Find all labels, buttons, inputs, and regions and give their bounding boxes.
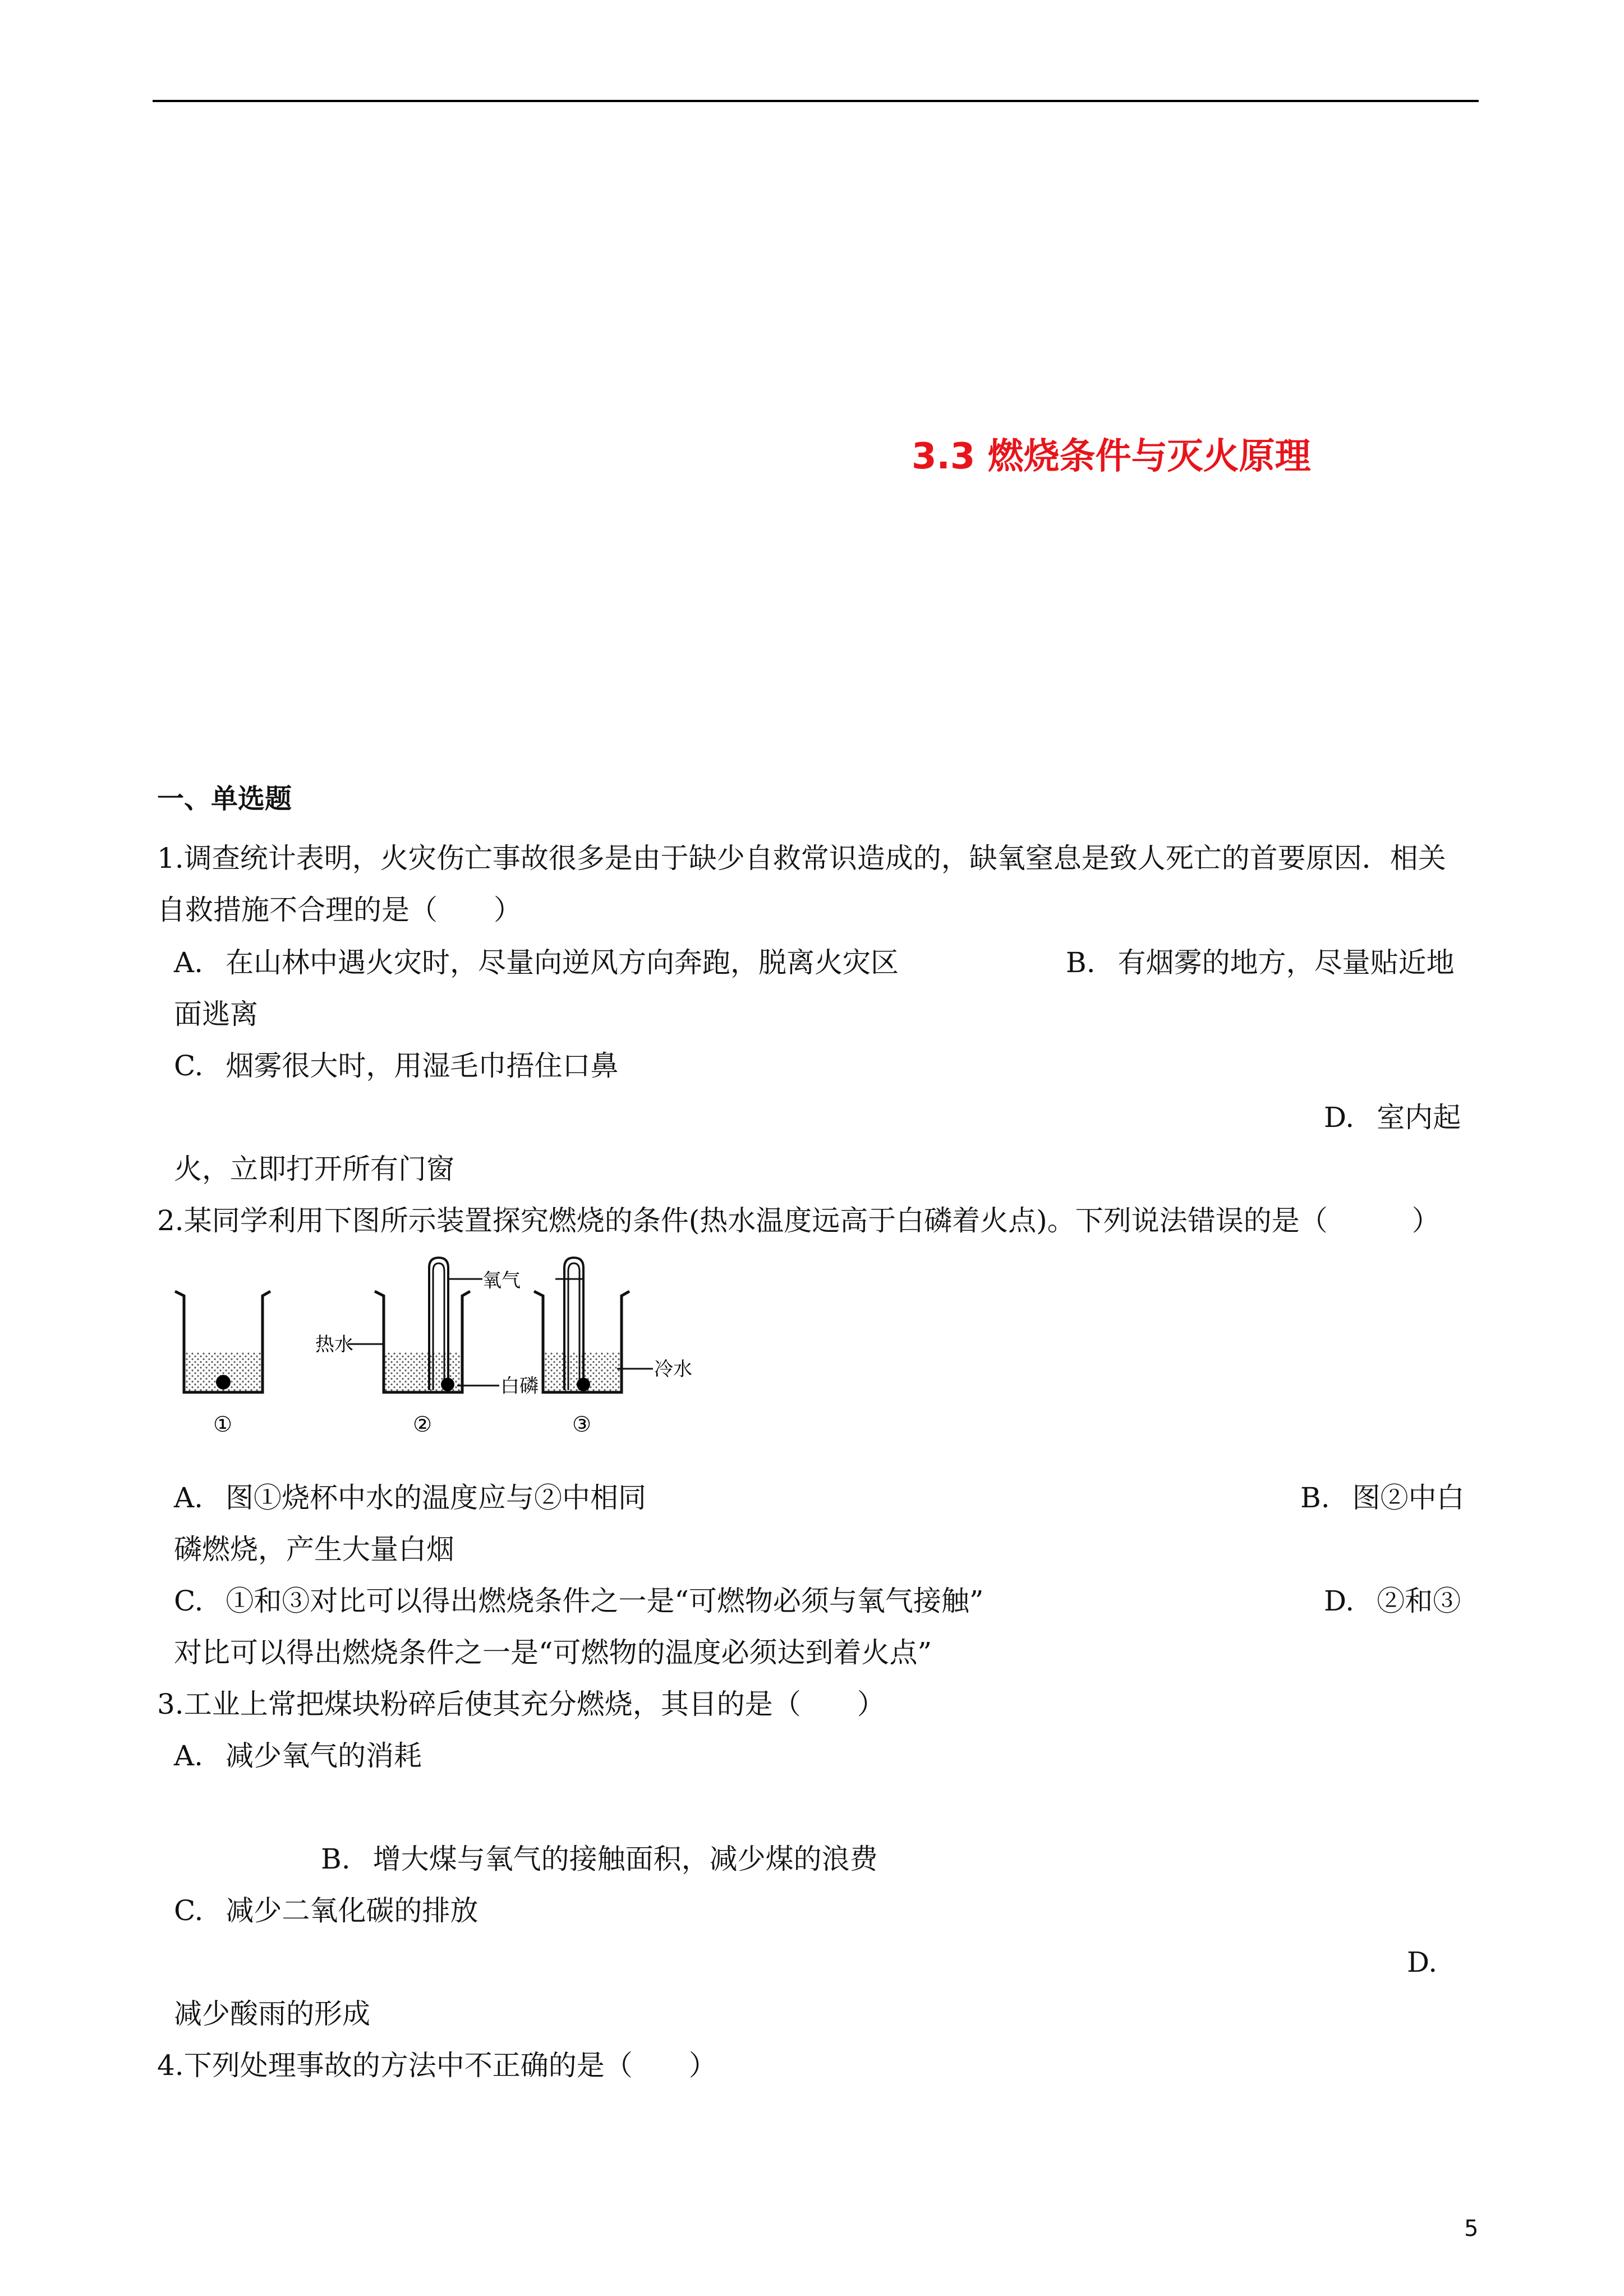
option-label: C. — [174, 1050, 204, 1082]
option-label: B. — [1066, 946, 1096, 979]
option-label: C. — [174, 1894, 204, 1927]
combustion-apparatus-figure — [168, 1251, 718, 1453]
option-text: 减少氧气的消耗 — [226, 1740, 422, 1772]
option-label: A. — [174, 946, 204, 979]
white-phosphorus-dot — [441, 1378, 454, 1391]
question-3-option-b — [321, 1842, 878, 1876]
beaker-1 — [175, 1291, 270, 1392]
white-phosphorus-dot — [577, 1378, 590, 1391]
option-text: 有烟雾的地方，尽量贴近地 — [1117, 946, 1455, 979]
question-2-option-c — [174, 1584, 984, 1618]
option-text: 室内起 — [1377, 1101, 1461, 1134]
question-2-option-b — [1300, 1481, 1465, 1515]
option-text: 增大煤与氧气的接触面积，减少煤的浪费 — [372, 1843, 878, 1875]
question-4-stem: 4.下列处理事故的方法中不正确的是（ ） — [157, 2049, 717, 2082]
question-2-option-a — [174, 1481, 646, 1515]
label-beaker-3: ③ — [572, 1412, 592, 1437]
option-label: D. — [1324, 1101, 1355, 1134]
question-1-option-d — [1324, 1101, 1461, 1134]
label-cold-water: 冷水 — [654, 1358, 692, 1381]
question-3-stem: 3.工业上常把煤块粉碎后使其充分燃烧，其目的是（ ） — [157, 1688, 885, 1720]
question-1-option-b-continued: 面逃离 — [174, 998, 258, 1030]
question-3-option-d — [1407, 1945, 1437, 1979]
option-text: ①和③对比可以得出燃烧条件之一是“可燃物必须与氧气接触” — [226, 1585, 984, 1617]
question-3-option-c — [174, 1894, 478, 1927]
option-label: D. — [1324, 1585, 1355, 1617]
beaker-2 — [348, 1258, 499, 1392]
white-phosphorus-dot — [216, 1375, 231, 1389]
question-1-stem-line-1: 1.调查统计表明，火灾伤亡事故很多是由于缺少自救常识造成的，缺氧窒息是致人死亡的首要原因．相关 — [157, 842, 1446, 875]
label-oxygen: 氧气 — [482, 1269, 521, 1292]
question-3-option-d-continued: 减少酸雨的形成 — [174, 1998, 370, 2030]
option-label: B. — [321, 1843, 351, 1875]
question-1-option-a — [174, 946, 899, 979]
option-text: 图②中白 — [1352, 1481, 1465, 1514]
option-label: B. — [1300, 1481, 1330, 1514]
option-text: 图①烧杯中水的温度应与②中相同 — [226, 1481, 647, 1514]
beaker-3 — [534, 1258, 653, 1392]
question-2-option-d — [1324, 1584, 1461, 1618]
question-2-stem: 2.某同学利用下图所示装置探究燃烧的条件(热水温度远高于白磷着火点)。下列说法错误的是（ ） — [157, 1204, 1440, 1237]
question-3-option-a — [174, 1739, 422, 1773]
label-beaker-2: ② — [413, 1412, 433, 1437]
question-1-stem-line-2: 自救措施不合理的是（ ） — [157, 894, 522, 926]
question-2-option-b-continued: 磷燃烧，产生大量白烟 — [174, 1533, 454, 1566]
option-text: 烟雾很大时，用湿毛巾捂住口鼻 — [226, 1050, 619, 1082]
question-1-option-d-continued: 火，立即打开所有门窗 — [174, 1153, 454, 1185]
section-heading: 一、单选题 — [157, 783, 292, 815]
option-label: A. — [174, 1481, 204, 1514]
header-rule — [153, 100, 1479, 102]
option-text: 在山林中遇火灾时，尽量向逆风方向奔跑，脱离火灾区 — [226, 946, 899, 979]
page-number: 5 — [1464, 2216, 1479, 2242]
option-label: C. — [174, 1585, 204, 1617]
question-1-option-b — [1066, 946, 1455, 979]
option-text: 减少二氧化碳的排放 — [226, 1894, 479, 1927]
question-1-option-c — [174, 1049, 618, 1083]
label-beaker-1: ① — [213, 1412, 233, 1437]
question-2-option-d-continued: 对比可以得出燃烧条件之一是“可燃物的温度必须达到着火点” — [174, 1636, 932, 1669]
document-title: 3.3 燃烧条件与灭火原理 — [912, 436, 1311, 477]
label-white-phosphorus: 白磷 — [500, 1375, 539, 1397]
label-hot-water: 热水 — [315, 1333, 353, 1356]
option-label: A. — [174, 1740, 204, 1772]
option-label: D. — [1407, 1946, 1438, 1978]
option-text: ②和③ — [1377, 1585, 1461, 1617]
